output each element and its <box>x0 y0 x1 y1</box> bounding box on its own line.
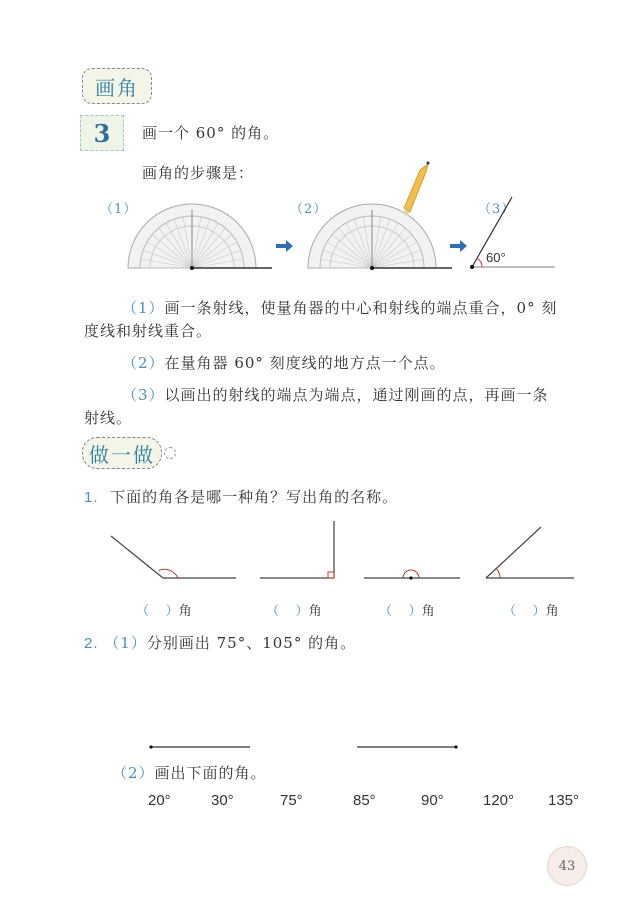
blank-open: （ <box>136 604 150 619</box>
answer-blank-3[interactable] <box>379 600 435 619</box>
figure-label-1: （1） <box>100 202 138 217</box>
angle-item-75: 75° <box>280 792 303 809</box>
q2-part1 <box>84 632 356 653</box>
step-3-line-1 <box>122 384 549 405</box>
blank-suffix: 角 <box>545 604 559 619</box>
step-3-text: 以画出的射线的端点为端点，通过刚画的点，再画一条 <box>164 386 549 404</box>
q1-num: 1. <box>84 489 99 506</box>
q2-part2 <box>112 762 267 783</box>
q2-part1-num: （1） <box>104 634 147 652</box>
blank-suffix: 角 <box>178 604 192 619</box>
section-tag-label: 画角 <box>95 75 139 100</box>
angle-item-30: 30° <box>211 792 234 809</box>
page-number-badge <box>547 846 587 886</box>
q2-part1-text: 分别画出 75°、105° 的角。 <box>146 634 357 652</box>
step-3-num: （3） <box>122 386 165 404</box>
page-number: 43 <box>558 858 576 874</box>
q2-num: 2. <box>84 635 99 652</box>
angle-item-90: 90° <box>421 792 444 809</box>
answer-blank-1[interactable] <box>136 600 192 619</box>
obtuse-angle-figure <box>111 536 236 578</box>
section-tag-draw-angle <box>82 68 152 104</box>
example-number-badge <box>80 115 124 151</box>
straight-angle-figure <box>364 570 460 580</box>
blank-close: ） <box>295 604 309 619</box>
step-2-line-1 <box>122 352 446 373</box>
angle-item-20: 20° <box>148 792 171 809</box>
step-2-text: 在量角器 60° 刻度线的地方点一个点。 <box>164 354 446 372</box>
blank-open: （ <box>266 604 280 619</box>
step-1-line-2: 度线和射线重合。 <box>84 322 213 340</box>
answer-blank-2[interactable] <box>266 600 322 619</box>
figure-label-2: （2） <box>290 202 328 217</box>
q2-rays[interactable] <box>0 740 641 755</box>
practice-tag-tail <box>164 447 176 459</box>
blank-suffix: 角 <box>308 604 322 619</box>
practice-tag <box>82 437 162 469</box>
angle-item-135: 135° <box>548 792 580 809</box>
figure-label-3: （3） <box>478 202 516 217</box>
example-prompt: 画一个 60° 的角。 <box>142 124 280 142</box>
practice-tag-label: 做一做 <box>89 442 155 467</box>
angle-item-85: 85° <box>353 792 376 809</box>
step-3-line-2: 射线。 <box>84 409 133 427</box>
blank-close: ） <box>165 604 179 619</box>
q2-part2-text: 画出下面的角。 <box>154 764 267 782</box>
protractor-figures <box>0 150 641 280</box>
q1-prompt <box>84 486 398 507</box>
step-1-line-1 <box>122 297 557 318</box>
steps-intro: 画角的步骤是： <box>142 164 255 182</box>
step-1-text: 画一条射线，使量角器的中心和射线的端点重合，0° 刻 <box>164 299 558 317</box>
q2-part2-num: （2） <box>112 764 155 782</box>
step-1-num: （1） <box>122 299 165 317</box>
blank-open: （ <box>503 604 517 619</box>
q1-angle-figures <box>0 515 641 590</box>
blank-close: ） <box>532 604 546 619</box>
pencil-icon <box>404 162 430 217</box>
right-angle-figure <box>260 521 334 578</box>
blank-suffix: 角 <box>421 604 435 619</box>
blank-close: ） <box>408 604 422 619</box>
angle-item-120: 120° <box>483 792 515 809</box>
q1-text: 下面的角各是哪一种角？写出角的名称。 <box>110 488 399 506</box>
blank-open: （ <box>379 604 393 619</box>
step-2-num: （2） <box>122 354 165 372</box>
example-number: 3 <box>93 118 111 148</box>
acute-angle-figure <box>486 527 574 578</box>
answer-blank-4[interactable] <box>503 600 559 619</box>
angle-label-60: 60° <box>486 250 506 265</box>
